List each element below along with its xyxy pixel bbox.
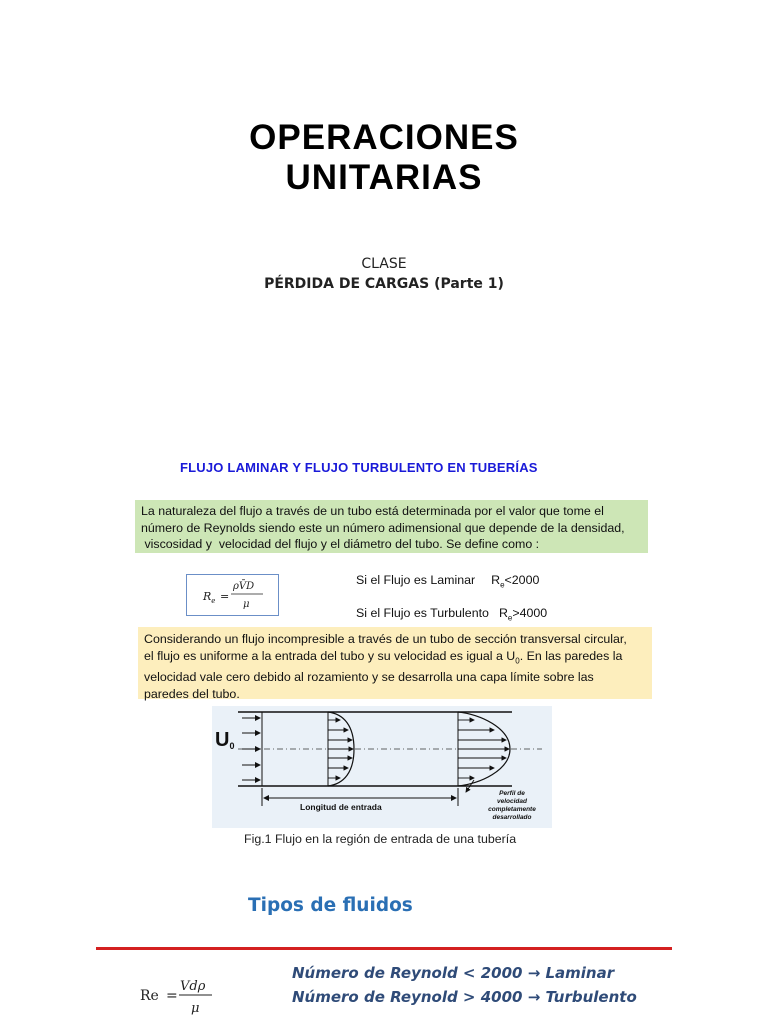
description-line: paredes del tubo. xyxy=(144,686,240,701)
condition-laminar: Si el Flujo es Laminar $R_e<2000$ xyxy=(356,573,540,590)
re-lhs: Re xyxy=(140,988,159,1004)
reynolds-formula-box xyxy=(186,574,279,616)
u0-label: U0 xyxy=(215,729,235,751)
entry-length-label: Longitud de entrada xyxy=(300,802,382,812)
formula-numerator: ρV̄D xyxy=(233,581,255,592)
divider-line xyxy=(96,947,672,950)
svg-text:Perfil de: Perfil de xyxy=(499,790,525,797)
svg-text:completamente: completamente xyxy=(488,806,536,813)
reynold-rule-laminar: Número de Reynold < 2000 → Laminar xyxy=(292,964,615,982)
figure-caption: Fig.1 Flujo en la región de entrada de una tubería xyxy=(244,832,517,846)
intro-line: número de Reynolds siendo este un número adimensional que depende de la densidad, xyxy=(141,520,625,535)
entry-flow-figure xyxy=(212,706,552,828)
profile-label xyxy=(488,790,536,821)
class-label: CLASE xyxy=(361,256,407,272)
svg-text:velocidad: velocidad xyxy=(497,798,527,805)
class-subtitle: PÉRDIDA DE CARGAS (Parte 1) xyxy=(264,276,504,292)
description-line: velocidad vale cero debido al rozamiento y se desarrolla una capa límite sobre las xyxy=(144,670,594,685)
intro-line: La naturaleza del flujo a través de un tubo está determinada por el valor que tome el xyxy=(141,504,604,518)
description-box xyxy=(138,627,652,699)
formula-eq: = xyxy=(220,590,230,603)
reynold-rule-turbulent: Número de Reynold > 4000 → Turbulento xyxy=(292,988,637,1006)
formula-lhs-sub: e xyxy=(211,597,216,605)
description-line: Considerando un flujo incompresible a través de un tubo de sección transversal circular, xyxy=(144,632,627,646)
uniform-profile-arrows xyxy=(242,718,260,780)
pipe-flow-diagram xyxy=(212,706,552,828)
condition-turbulent: Si el Flujo es Turbulento $R_e>4000$ xyxy=(356,606,548,623)
developed-profile-arrows xyxy=(458,720,509,778)
formula-denominator: μ xyxy=(243,599,250,610)
section-heading: FLUJO LAMINAR Y FLUJO TURBULENTO EN TUBERÍAS xyxy=(180,460,538,475)
title-line-1: OPERACIONES xyxy=(249,118,519,157)
reynolds-formula xyxy=(187,575,278,615)
re-formula xyxy=(136,970,216,1020)
document-title xyxy=(0,118,768,198)
svg-text:Re xyxy=(202,590,215,605)
title-line-2: UNITARIAS xyxy=(285,158,483,197)
re-eq: = xyxy=(166,988,178,1004)
intro-line: viscosidad y velocidad del flujo y el diámetro del tubo. Se define como : xyxy=(141,537,540,551)
svg-text:desarrollado: desarrollado xyxy=(492,814,532,821)
types-heading: Tipos de fluidos xyxy=(248,895,413,916)
developing-profile-arrows xyxy=(328,720,353,778)
intro-box xyxy=(135,500,648,553)
re-formula-svg xyxy=(136,970,216,1020)
re-numerator: Vdρ xyxy=(180,979,206,994)
formula-lhs: R xyxy=(203,590,212,603)
description-line: el flujo es uniforme a la entrada del tubo y su velocidad es igual a $U_0$. En las paredes la xyxy=(144,648,623,665)
re-denominator: μ xyxy=(191,1001,200,1016)
